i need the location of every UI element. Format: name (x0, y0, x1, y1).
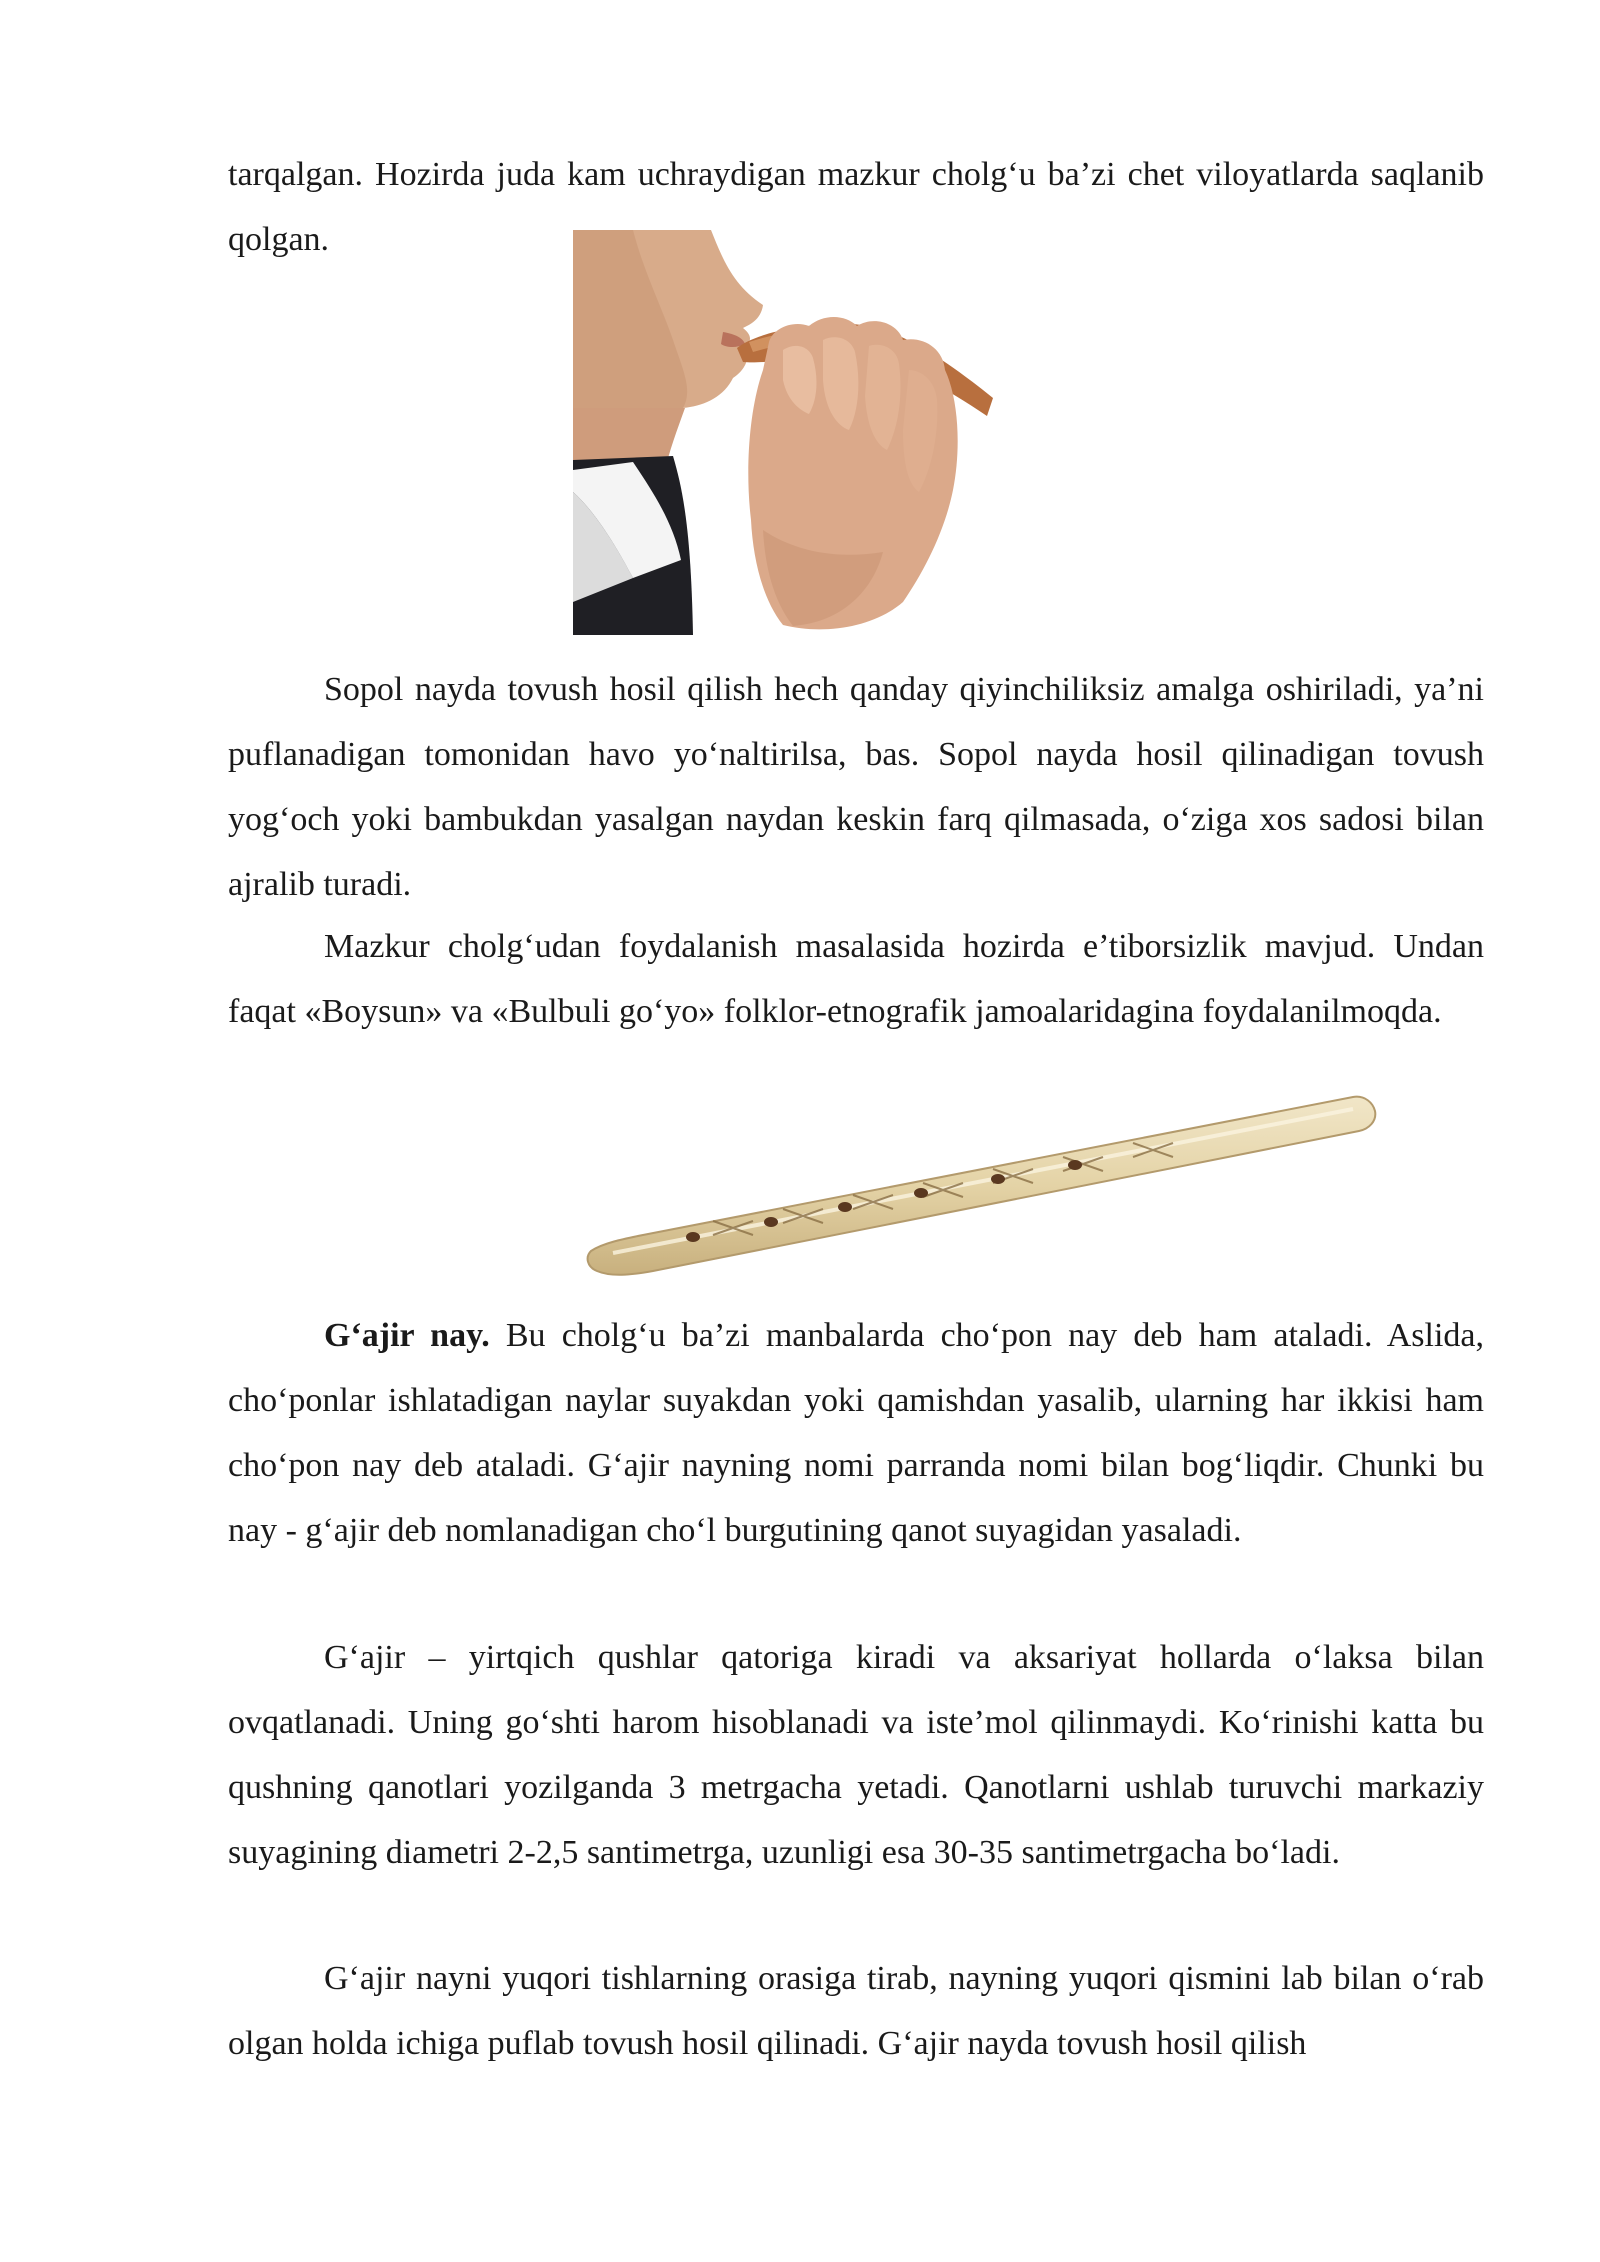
paragraph-gajir-bird: G‘ajir – yirtqich qushlar qatoriga kiradi va aksariyat hollarda o‘laksa bilan ovqatlanadi. Uning go‘shti harom hisoblanadi va iste’mol qilinmaydi. Ko‘rinishi katta bu qushning qanotlari yozilganda 3 metrgacha yetadi. Qanotlarni ushlab turuvchi markaziy suyagining diametri 2-2,5 santimetrga, uzunligi esa 30-35 santimetrgacha bo‘ladi. (228, 1639, 1484, 1871)
clay-flute-player-photo (573, 230, 997, 635)
term-gajir-nay: G‘ajir nay. (324, 1317, 490, 1354)
paragraph-gajir-nay-body: Bu cholg‘u ba’zi manbalarda cho‘pon nay deb ham ataladi. Aslida, cho‘ponlar ishlatadigan naylar suyakdan yoki qamishdan yasalib, ularning har ikkisi ham cho‘pon nay deb ataladi. G‘ajir nayning nomi parranda nomi bilan bog‘liqdir. Chunki bu nay - g‘ajir deb nomlanadigan cho‘l burgutining qanot suyagidan yasaladi. (228, 1317, 1485, 1549)
paragraph-gajir-nay (228, 1303, 1484, 1563)
bone-flute-photo (583, 1085, 1383, 1285)
paragraph-playing-technique: G‘ajir nayni yuqori tishlarning orasiga tirab, nayning yuqori qismini lab bilan o‘rab olgan holda ichiga puflab tovush hosil qilinadi. G‘ajir nayda tovush hosil qilish (228, 1960, 1484, 2062)
paragraph-usage: Mazkur cholg‘udan foydalanish masalasida hozirda e’tiborsizlik mavjud. Undan faqat «Boysun» va «Bulbuli go‘yo» folklor-etnografik jamoalaridagina foydalanilmoqda. (228, 928, 1484, 1030)
paragraph-intro: tarqalgan. Hozirda juda kam uchraydigan mazkur cholg‘u ba’zi chet viloyatlarda saqlanib qolgan. (228, 156, 1484, 258)
paragraph-sound-production: Sopol nayda tovush hosil qilish hech qanday qiyinchiliksiz amalga oshiriladi, ya’ni puflanadigan tomonidan havo yo‘naltirilsa, bas. Sopol nayda hosil qilinadigan tovush yog‘och yoki bambukdan yasalgan naydan keskin farq qilmasada, o‘ziga xos sadosi bilan ajralib turadi. (228, 671, 1484, 903)
